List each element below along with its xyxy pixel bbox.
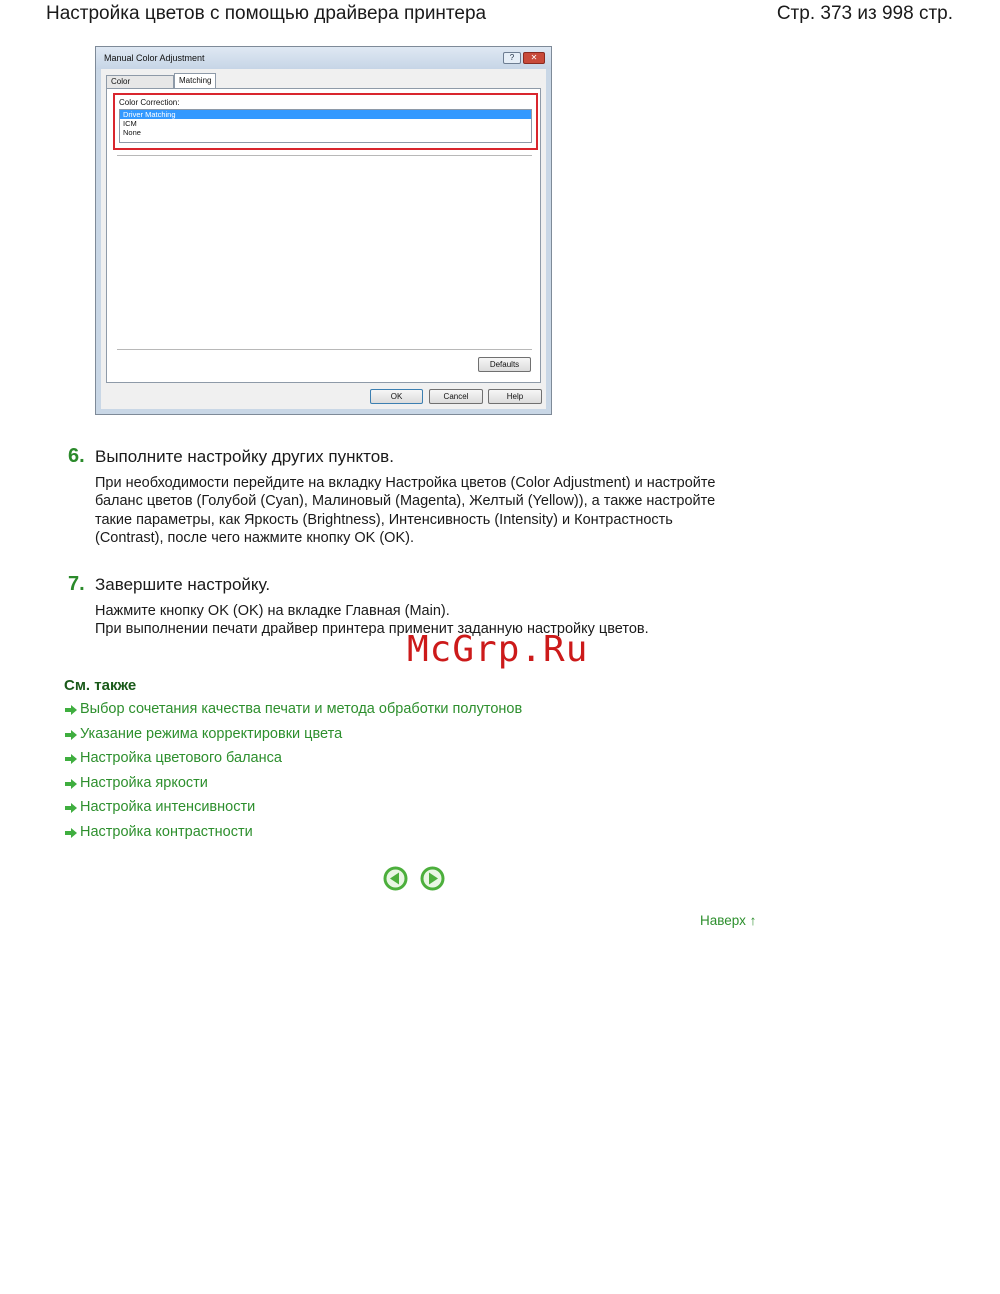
link-label[interactable]: Настройка интенсивности [80, 799, 256, 816]
help-button[interactable]: Help [488, 389, 542, 404]
tab-color-adjustment[interactable]: Color [106, 75, 174, 88]
step-body [95, 474, 745, 548]
see-also-link[interactable] [64, 701, 522, 726]
see-also-link[interactable] [64, 726, 522, 751]
watermark: McGrp.Ru [407, 629, 589, 670]
back-to-top-link[interactable]: Наверх ↑ [700, 913, 757, 928]
step-title: Завершите настройку. [95, 575, 271, 594]
link-label[interactable]: Настройка цветового баланса [80, 750, 282, 767]
arrow-right-icon [64, 826, 78, 840]
page-counter: Стр. 373 из 998 стр. [776, 3, 953, 24]
link-label[interactable]: Настройка контрастности [80, 823, 253, 840]
dialog-titlebar [96, 47, 551, 69]
color-correction-label: Color Correction: [119, 98, 180, 107]
link-label[interactable]: Выбор сочетания качества печати и метода обработки полутонов [80, 701, 523, 717]
matching-panel [106, 88, 541, 383]
document-title: Настройка цветов с помощью драйвера принтера [46, 3, 487, 24]
tab-matching[interactable]: Matching [174, 73, 216, 88]
arrow-right-icon [64, 703, 78, 717]
divider [117, 155, 532, 156]
help-icon[interactable]: ? [503, 52, 521, 64]
step-number: 7. [68, 573, 85, 595]
color-correction-list[interactable] [119, 109, 532, 143]
list-item[interactable]: Driver Matching [120, 110, 531, 119]
list-item[interactable]: ICM [123, 119, 137, 128]
manual-color-adjustment-dialog [95, 46, 552, 415]
dialog-title: Manual Color Adjustment [104, 53, 205, 63]
step-text-line: При выполнении печати драйвер принтера применит заданную настройку цветов. [95, 621, 649, 638]
step-text-line: баланс цветов (Голубой (Cyan), Малиновый (Magenta), Желтый (Yellow)), а также настройте [95, 493, 716, 510]
highlight-frame [113, 93, 538, 150]
step-text-line: Нажмите кнопку OK (OK) на вкладке Главная (Main). [95, 603, 450, 619]
step-text-line: такие параметры, как Яркость (Brightness), Интенсивность (Intensity) и Контрастность [95, 511, 673, 528]
see-also-list [64, 701, 522, 849]
cancel-button[interactable]: Cancel [429, 389, 483, 404]
ok-button[interactable]: OK [370, 389, 423, 404]
see-also-link[interactable] [64, 750, 522, 775]
close-icon[interactable]: ✕ [523, 52, 545, 64]
step-title: Выполните настройку других пунктов. [95, 447, 394, 466]
previous-page-icon[interactable] [383, 866, 408, 891]
divider [117, 349, 532, 350]
link-label[interactable]: Указание режима корректировки цвета [80, 725, 343, 742]
arrow-right-icon [64, 752, 78, 766]
defaults-button[interactable]: Defaults [478, 357, 531, 372]
see-also-link[interactable] [64, 824, 522, 849]
next-page-icon[interactable] [420, 866, 445, 891]
arrow-right-icon [64, 728, 78, 742]
step-number: 6. [68, 445, 85, 467]
arrow-right-icon [64, 801, 78, 815]
list-item[interactable]: None [123, 128, 141, 137]
arrow-right-icon [64, 777, 78, 791]
see-also-link[interactable] [64, 799, 522, 824]
link-label[interactable]: Настройка яркости [80, 774, 208, 791]
dialog-body [101, 69, 546, 409]
step-text-line: (Contrast), после чего нажмите кнопку OK (OK). [95, 530, 414, 547]
see-also-heading: См. также [64, 677, 137, 694]
step-text-line: При необходимости перейдите на вкладку Настройка цветов (Color Adjustment) и настройте [95, 475, 716, 491]
see-also-link[interactable] [64, 775, 522, 800]
